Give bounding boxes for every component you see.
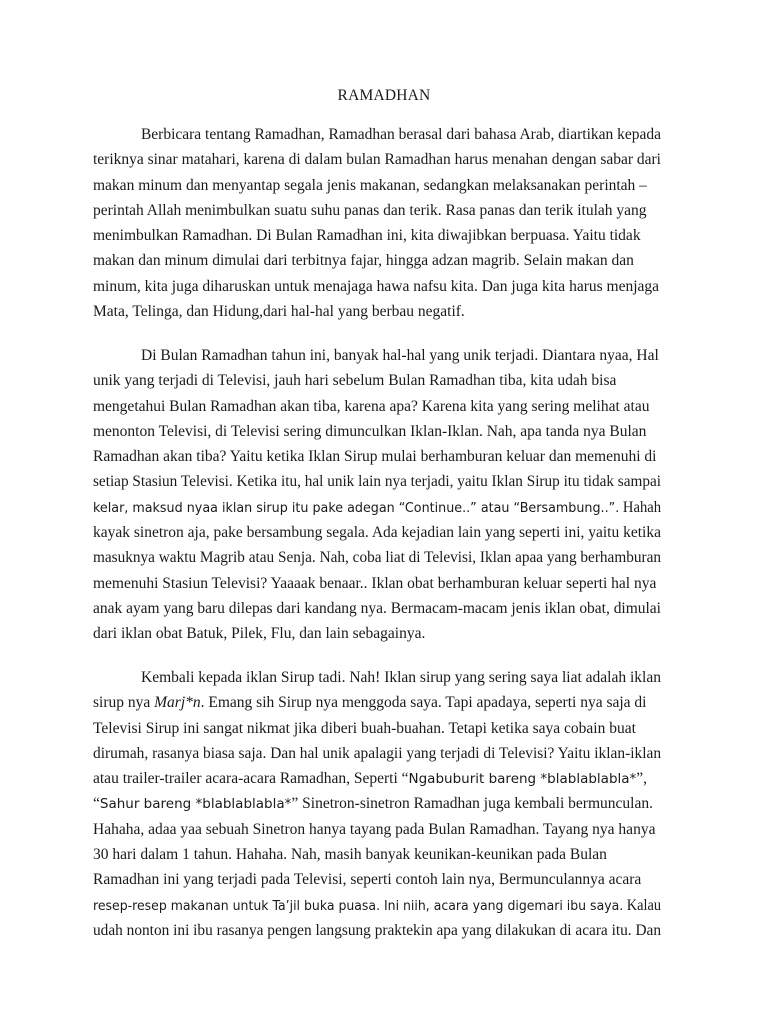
paragraph-line-mixed	[93, 791, 661, 816]
paragraph-line: memenuhi Stasiun Televisi? Yaaaak benaar.. Iklan obat berhamburan keluar seperti hal nya	[93, 574, 657, 592]
serif-text-run: ”,	[636, 770, 648, 788]
paragraph-line-mixed	[93, 690, 661, 715]
paragraph-line: Kembali kepada iklan Sirup tadi. Nah! Iklan sirup yang sering saya liat adalah iklan	[141, 669, 661, 686]
paragraph-line-mixed	[93, 766, 661, 791]
paragraph-line: menonton Televisi, di Televisi sering dimunculkan Iklan-Iklan. Nah, apa tanda nya Bulan	[93, 422, 647, 440]
paragraph-3	[93, 665, 661, 943]
paragraph-2	[93, 343, 661, 647]
paragraph-line: Di Bulan Ramadhan tahun ini, banyak hal-hal yang unik terjadi. Diantara nyaa, Hal	[141, 347, 659, 364]
paragraph-1	[93, 122, 661, 324]
serif-text-run: “	[93, 795, 100, 813]
document-title: RAMADHAN	[337, 87, 431, 104]
paragraph-line-mixed	[93, 495, 662, 520]
paragraph-line: setiap Stasiun Televisi. Ketika itu, hal unik lain nya terjadi, yaitu Iklan Sirup itu tidak sampai	[93, 473, 662, 491]
paragraph-line: Mata, Telinga, dan Hidung,dari hal-hal yang berbau negatif.	[93, 303, 465, 321]
paragraph-line: teriknya sinar matahari, karena di dalam bulan Ramadhan harus menahan dengan sabar dari	[93, 151, 661, 169]
paragraph-line: menimbulkan Ramadhan. Di Bulan Ramadhan ini, kita diwajibkan berpuasa. Yaitu tidak	[93, 227, 641, 245]
paragraph-line: mengetahui Bulan Ramadhan akan tiba, karena apa? Karena kita yang sering melihat atau	[93, 397, 650, 415]
paragraph-line: dirumah, rasanya biasa saja. Dan hal unik apalagii yang terjadi di Televisi? Yaitu iklan-iklan	[93, 744, 662, 762]
serif-text-run: atau trailer-trailer acara-acara Ramadhan, Seperti “	[93, 770, 409, 788]
paragraph-line: makan minum dan menyantap segala jenis makanan, sedangkan melaksanakan perintah –	[93, 176, 647, 194]
paragraph-line: unik yang terjadi di Televisi, jauh hari sebelum Bulan Ramadhan tiba, kita udah bisa	[93, 372, 617, 390]
paragraph-line: perintah Allah menimbulkan suatu suhu panas dan terik. Rasa panas dan terik itulah yang	[93, 201, 647, 219]
paragraph-line: kayak sinetron aja, pake bersambung segala. Ada kejadian lain yang seperti ini, yaitu ketika	[93, 524, 661, 542]
paragraph-line: masuknya waktu Magrib atau Senja. Nah, coba liat di Televisi, Iklan apaa yang berhamburan	[93, 549, 662, 567]
paragraph-line: 30 hari dalam 1 tahun. Hahaha. Nah, masih banyak keunikan-keunikan pada Bulan	[93, 846, 607, 864]
italic-brand-name: Marj*n	[154, 694, 201, 712]
paragraph-line: udah nonton ini ibu rasanya pengen langsung praktekin apa yang dilakukan di acara itu. Dan	[93, 921, 662, 939]
paragraph-line: Ramadhan akan tiba? Yaitu ketika Iklan Sirup mulai berhamburan keluar dan memenuhi di	[93, 448, 657, 466]
paragraph-line-mixed	[93, 893, 662, 918]
paragraph-line: minum, kita juga diharuskan untuk menajaga hawa nafsu kita. Dan juga kita harus menjaga	[93, 277, 660, 295]
paragraph-line: Berbicara tentang Ramadhan, Ramadhan berasal dari bahasa Arab, diartikan kepada	[140, 126, 661, 143]
paragraph-line: anak ayam yang baru dilepas dari kandang nya. Bermacam-macam jenis iklan obat, dimulai	[93, 599, 661, 617]
sans-text-run: resep-resep makanan untuk Ta’jil buka puasa. Ini niih, acara yang digemari ibu saya.	[93, 897, 624, 914]
serif-text-run: Hahah	[619, 498, 662, 516]
serif-text-run: ” Sinetron-sinetron Ramadhan juga kembali bermunculan.	[291, 795, 653, 813]
paragraph-line: Televisi Sirup ini sangat nikmat jika diberi buah-buahan. Tetapi ketika saya cobain buat	[93, 719, 636, 737]
serif-text-run: sirup nya	[93, 694, 155, 712]
serif-text-run: . Emang sih Sirup nya menggoda saya. Tapi apadaya, seperti nya saja di	[200, 694, 647, 712]
sans-text-run: Sahur bareng *blablablabla*	[99, 796, 292, 813]
paragraph-line: makan dan minum dimulai dari terbitnya fajar, hingga adzan magrib. Selain makan dan	[93, 252, 634, 270]
sans-text-run: Ngabuburit bareng *blablablabla*	[408, 771, 637, 788]
paragraph-line: Hahaha, adaa yaa sebuah Sinetron hanya tayang pada Bulan Ramadhan. Tayang nya hanya	[93, 820, 656, 838]
paragraph-line: dari iklan obat Batuk, Pilek, Flu, dan lain sebagainya.	[93, 625, 426, 643]
serif-text-run: Kalau	[623, 896, 662, 914]
paragraph-line: Ramadhan ini yang terjadi pada Televisi, seperti contoh lain nya, Bermunculannya acara	[93, 871, 642, 889]
sans-text-run: kelar, maksud nyaa iklan sirup itu pake adegan “Continue..” atau “Bersambung..”.	[93, 499, 620, 516]
